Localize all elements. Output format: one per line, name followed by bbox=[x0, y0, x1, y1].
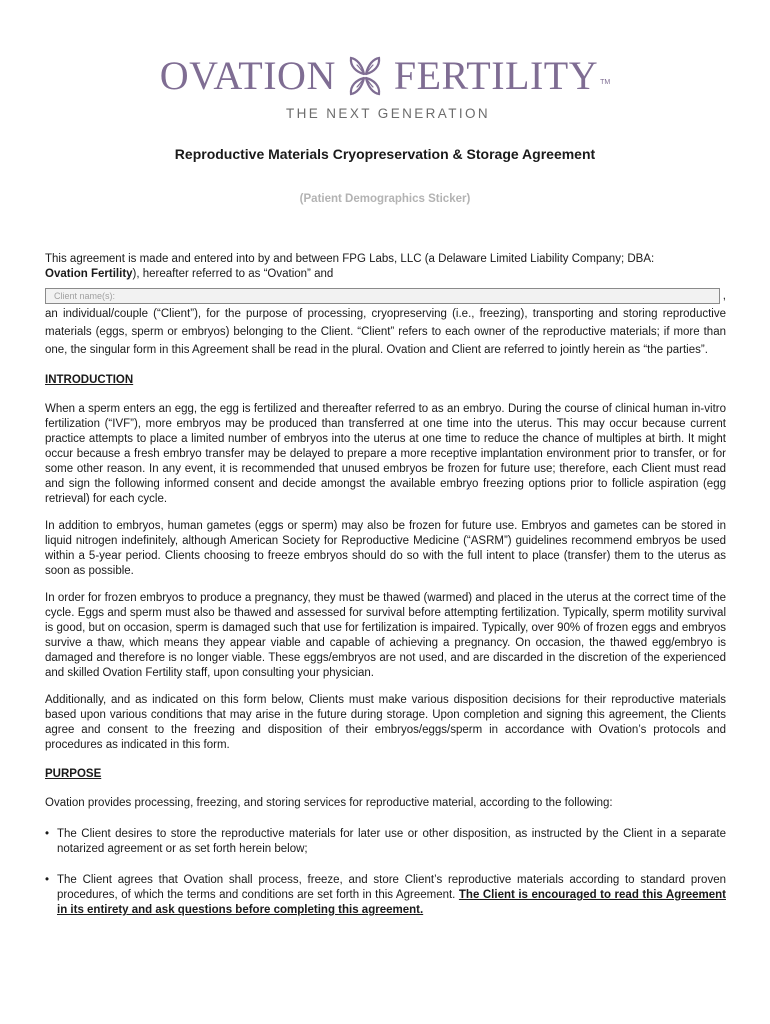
introduction-paragraph-4: Additionally, and as indicated on this form below, Clients must make various disposition decisions for their reproductive materials based upon various conditions that may arise in the future during storage. Upon completion and signing this agreement, the Clients agree and consent to the freezing and disposition of their embryos/eggs/sperm in accordance with Ovation’s protocols and procedures as indicated in this form. bbox=[45, 694, 726, 751]
purpose-bullet-1-text: The Client desires to store the reproductive materials for later use or other disposition, as instructed by the Client in a separate notarized agreement or as set forth herein below; bbox=[57, 828, 726, 855]
bullet-dot: • bbox=[45, 874, 50, 886]
intro-line-1: This agreement is made and entered into by and between FPG Labs, LLC (a Delaware Limited Liability Company; DBA: bbox=[45, 253, 655, 265]
intro-continuation: an individual/couple (“Client”), for the purpose of processing, cryopreserving (i.e., freezing), transporting and storing reproductive materials (eggs, sperm or embryos) belonging to the Client. “Client” refers to each owner of the reproductive materials; if more than one, the singular form in this Agreement shall be read in the plural. Ovation and Client are referred to jointly herein as “the parties”. bbox=[45, 308, 726, 356]
trademark-mark: TM bbox=[600, 78, 611, 86]
purpose-heading: PURPOSE bbox=[45, 768, 102, 780]
intro-line-2-rest: ), hereafter referred to as “Ovation” and bbox=[132, 268, 334, 280]
purpose-bullet-2-text bbox=[57, 873, 726, 918]
introduction-heading: INTRODUCTION bbox=[45, 374, 134, 386]
company-name: Ovation Fertility bbox=[45, 268, 133, 280]
document-title: Reproductive Materials Cryopreservation & Storage Agreement bbox=[174, 146, 596, 162]
client-name-field[interactable]: Client name(s): bbox=[45, 288, 720, 304]
purpose-bullet-2 bbox=[45, 873, 726, 918]
intro-line-2 bbox=[45, 267, 726, 282]
logo-word-fertility: FERTILITY bbox=[393, 53, 599, 98]
logo-word-ovation: OVATION bbox=[159, 53, 336, 98]
introduction-paragraph-2: In addition to embryos, human gametes (eggs or sperm) may also be frozen for future use. Embryos and gametes can be stored in liquid nitrogen indefinitely, although American Society for Reproductive Medicine (“ASRM”) guidelines recommend embryos be used within a 5-year period. Clients choosing to freeze embryos should do so with the full intent to place (transfer) them to the uterus as soon as possible. bbox=[45, 520, 726, 577]
client-name-row bbox=[45, 288, 726, 304]
purpose-bullet-2-main: The Client agrees that Ovation shall process, freeze, and store Client’s reproductive materials according to standard proven procedures, of which the terms and conditions are set forth in this Agreement. bbox=[57, 874, 726, 901]
introduction-paragraph-3: In order for frozen embryos to produce a pregnancy, they must be thawed (warmed) and placed in the uterus at the correct time of the cycle. Eggs and sperm must also be thawed and assessed for survival before attempting fertilization. Typically, sperm motility survival is good, but on occasion, sperm is damaged such that use for fertilization is impaired. Typically, over 90% of frozen eggs and embryos survive a thaw, which means they appear viable and capable of achieving a pregnancy. On occasion, the thawed egg/embryo is damaged and therefore is no longer viable. These eggs/embryos are not used, and are discarded in the discretion of the experienced and skilled Ovation Fertility staff, upon consulting your physician. bbox=[45, 592, 726, 679]
butterfly-flower-icon bbox=[342, 53, 388, 99]
patient-sticker-placeholder: (Patient Demographics Sticker) bbox=[299, 193, 471, 205]
bullet-dot: • bbox=[45, 828, 50, 840]
purpose-bullet-2-emphasis: The Client is encouraged to read this Agreement in its entirety and ask questions before completing this agreement. bbox=[57, 889, 726, 916]
client-name-comma: , bbox=[722, 289, 726, 302]
logo-tagline: THE NEXT GENERATION bbox=[285, 106, 491, 121]
agreement-body bbox=[45, 252, 726, 918]
purpose-lead: Ovation provides processing, freezing, and storing services for reproductive material, according to the following: bbox=[45, 797, 613, 809]
ovation-fertility-logo bbox=[0, 52, 770, 121]
purpose-bullet-1 bbox=[45, 827, 726, 857]
introduction-paragraph-1: When a sperm enters an egg, the egg is fertilized and thereafter referred to as an embryo. During the course of clinical human in-vitro fertilization (“IVF”), more embryos may be produced than transferred at one time into the uterus. This may occur because current practice attempts to place a limited number of embryos into the uterus at one time to reduce the chance of multiples at birth. It might occur because a fresh embryo transfer may be delayed to prepare a more receptive implantation environment prior to transfer, or for some other reason. In any event, it is recommended that unused embryos be frozen for future use; therefore, each Client must read and sign the following informed consent and decide amongst the available embryo freezing options prior to follicle aspiration (egg retrieval) for each cycle. bbox=[45, 403, 726, 505]
